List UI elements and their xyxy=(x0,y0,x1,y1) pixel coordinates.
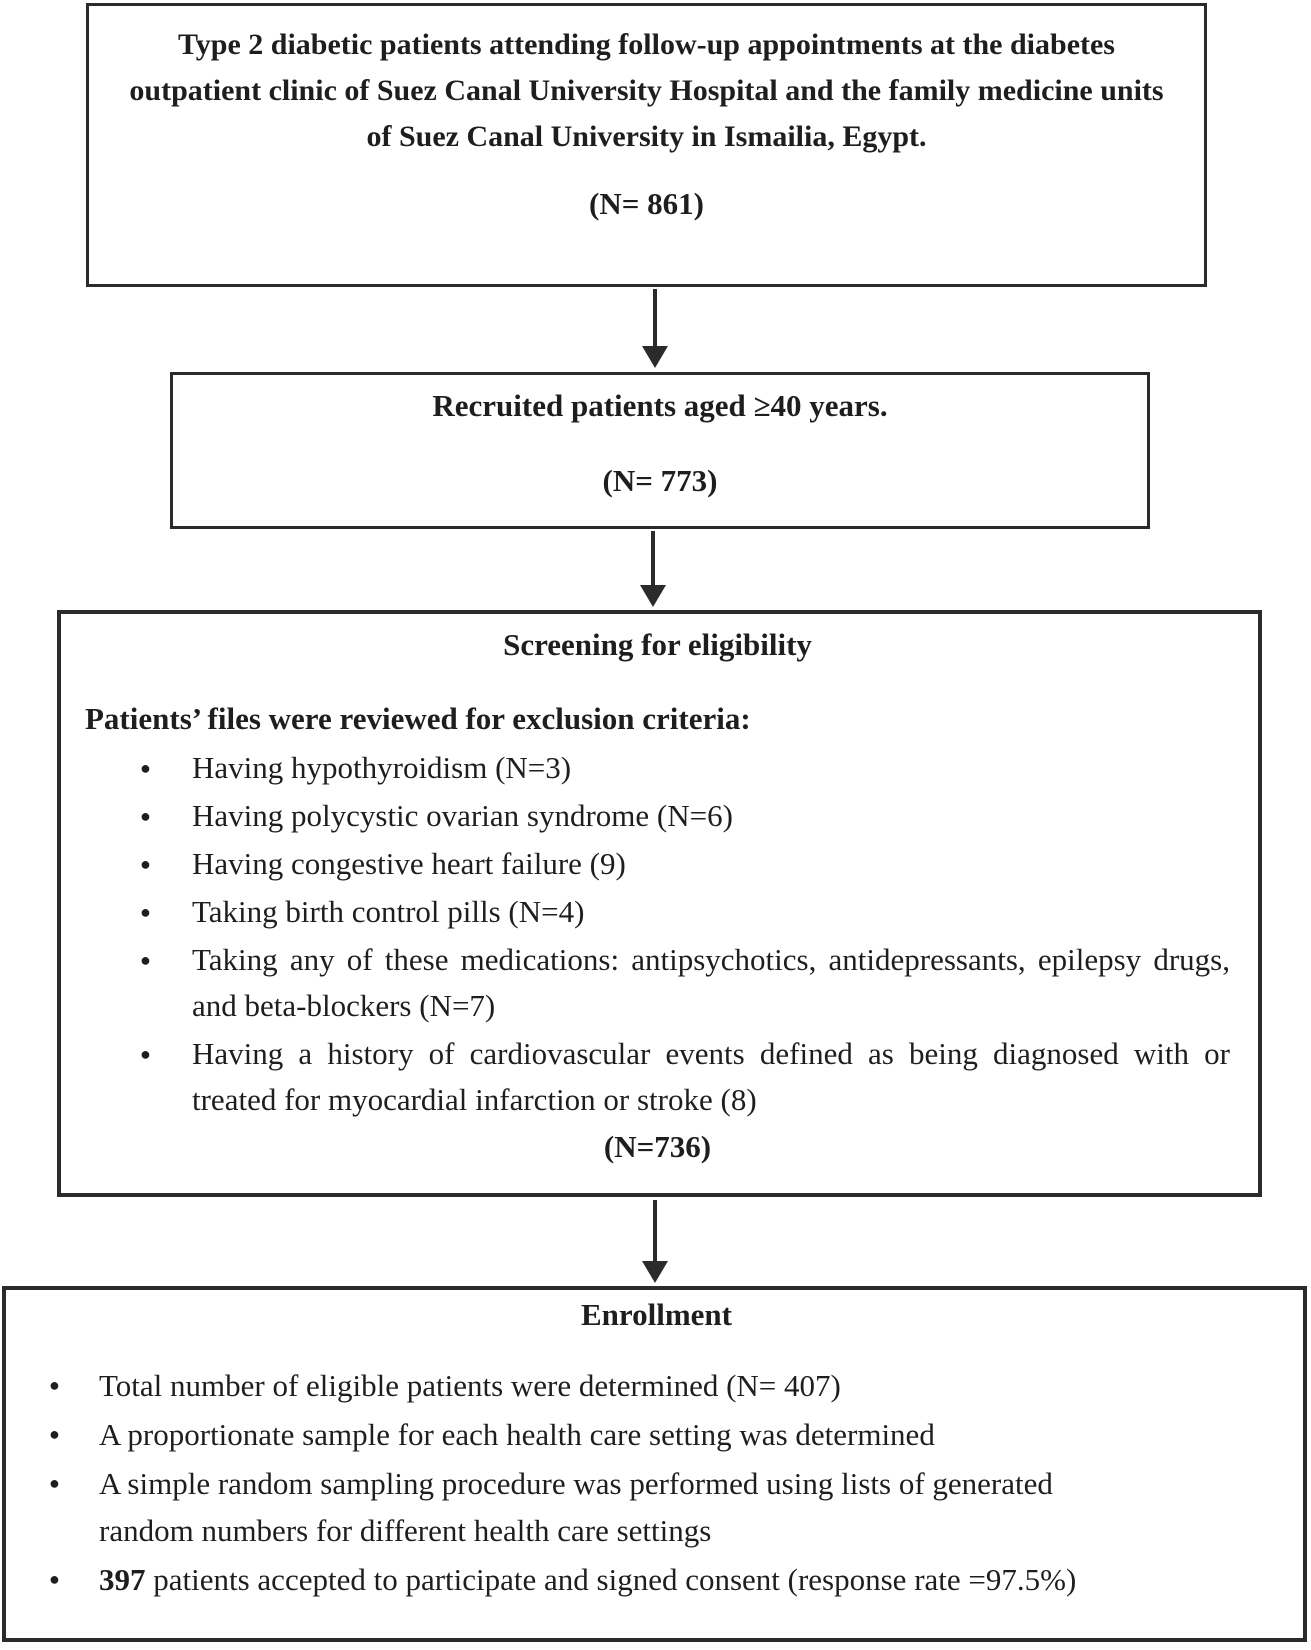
source-population-text: Type 2 diabetic patients attending follow-up appointments at the diabetes outpatient clinic of Suez Canal University Hospital and the family medicine units of Suez Canal University in Ismailia, Egypt. xyxy=(129,28,1164,153)
arrow-stem xyxy=(653,289,657,346)
recruited-text: Recruited patients aged ≥40 years. xyxy=(432,388,888,423)
enrollment-title: Enrollment xyxy=(581,1297,732,1332)
bullet-icon: ● xyxy=(49,1424,60,1444)
screening-count: (N=736) xyxy=(603,1129,712,1164)
down-arrow-3 xyxy=(642,1200,668,1283)
arrow-head-icon xyxy=(640,585,666,607)
exclusion-criterion-text: Having a history of cardiovascular events defined as being diagnosed with or treated for myocardial infarction or stroke (8) xyxy=(192,1036,1230,1117)
recruited-count: (N= 773) xyxy=(602,463,718,498)
bullet-icon: ● xyxy=(140,806,151,826)
enrollment-step-text: Total number of eligible patients were determined (N= 407) xyxy=(99,1368,841,1403)
exclusion-criterion xyxy=(140,937,1230,1029)
bullet-icon: ● xyxy=(140,902,151,922)
source-population-count: (N= 861) xyxy=(589,186,704,221)
enrollment-box xyxy=(2,1286,1307,1642)
bullet-icon: ● xyxy=(49,1569,60,1589)
exclusion-criterion-text: Having congestive heart failure (9) xyxy=(192,846,626,881)
screening-title: Screening for eligibility xyxy=(503,627,812,662)
down-arrow-1 xyxy=(642,289,668,368)
arrow-stem xyxy=(651,531,655,585)
enrollment-step-text: patients accepted to participate and signed consent (response rate =97.5%) xyxy=(145,1562,1077,1597)
bullet-icon: ● xyxy=(49,1375,60,1395)
bullet-icon: ● xyxy=(140,950,151,970)
exclusion-criterion xyxy=(140,1031,1230,1123)
arrow-stem xyxy=(653,1200,657,1261)
exclusion-criteria-list xyxy=(140,745,1230,1123)
bullet-icon: ● xyxy=(49,1473,60,1493)
enrollment-step-count: 397 xyxy=(99,1562,146,1597)
enrollment-step-text: A simple random sampling procedure was performed using lists of generated random numbers for different health care settings xyxy=(99,1466,1053,1548)
exclusion-criterion xyxy=(140,889,1230,935)
down-arrow-2 xyxy=(640,531,666,607)
exclusion-criterion-text: Having polycystic ovarian syndrome (N=6) xyxy=(192,798,733,833)
screening-box xyxy=(57,610,1262,1197)
exclusion-criterion-text: Having hypothyroidism (N=3) xyxy=(192,750,572,785)
enrollment-step xyxy=(49,1362,1283,1409)
exclusion-criterion xyxy=(140,841,1230,887)
arrow-head-icon xyxy=(642,346,668,368)
recruited-box xyxy=(170,372,1150,529)
enrollment-steps-list xyxy=(49,1362,1283,1603)
exclusion-criterion xyxy=(140,745,1230,791)
bullet-icon: ● xyxy=(140,854,151,874)
enrollment-step xyxy=(49,1460,1139,1554)
enrollment-step xyxy=(49,1556,1283,1603)
exclusion-criteria-intro: Patients’ files were reviewed for exclusion criteria: xyxy=(85,701,751,736)
bullet-icon: ● xyxy=(140,758,151,778)
arrow-head-icon xyxy=(642,1261,668,1283)
source-population-box xyxy=(86,3,1207,287)
enrollment-step-text: A proportionate sample for each health care setting was determined xyxy=(99,1417,935,1452)
enrollment-step xyxy=(49,1411,1283,1458)
exclusion-criterion-text: Taking birth control pills (N=4) xyxy=(192,894,585,929)
exclusion-criterion-text: Taking any of these medications: antipsychotics, antidepressants, epilepsy drugs, and beta-blockers (N=7) xyxy=(192,942,1230,1023)
bullet-icon: ● xyxy=(140,1044,151,1064)
exclusion-criterion xyxy=(140,793,1230,839)
